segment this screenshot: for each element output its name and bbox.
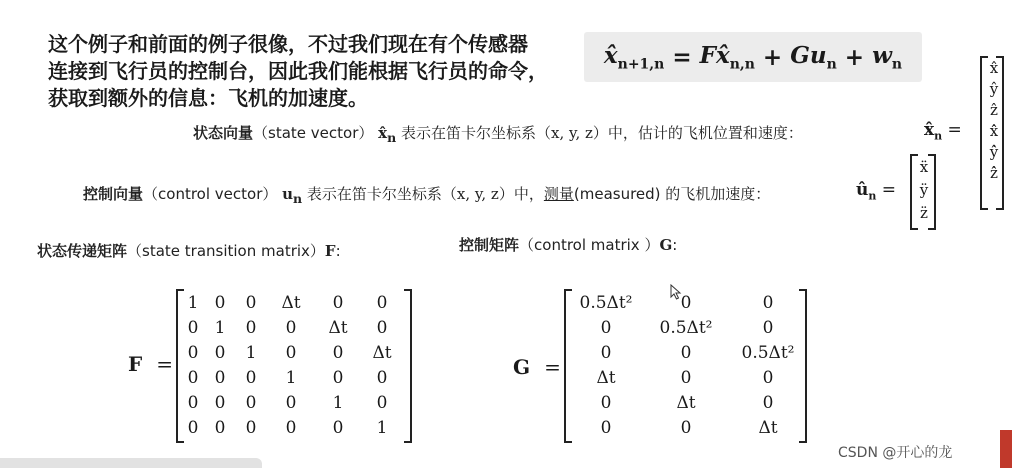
control-vector-desc-3: (measured) 的飞机加速度： xyxy=(573,185,771,203)
matrix-cell: 0 xyxy=(285,417,297,438)
matrix-row xyxy=(570,340,806,365)
matrix-cell: 0 xyxy=(762,317,774,338)
matrix-cell: 0 xyxy=(245,367,257,388)
state-vector-component: x̂ xyxy=(989,59,999,77)
matrix-cell: 0 xyxy=(245,292,257,313)
matrix-cell: 1 xyxy=(214,317,226,338)
matrix-row xyxy=(182,390,404,415)
eq-plus-1: + xyxy=(754,43,791,71)
intro-line-3: 获取到额外的信息：飞机的加速度。 xyxy=(48,86,368,110)
eq-term2: $Gu_n$ xyxy=(790,41,837,73)
matrix-cell: 1 xyxy=(376,417,388,438)
control-vector-component: ẍ xyxy=(919,158,929,176)
control-vector-coords: x, y, z xyxy=(456,185,499,203)
mouse-cursor-icon xyxy=(670,284,682,300)
measured-term: 测量 xyxy=(543,185,574,203)
state-vector-component: ẑ xyxy=(990,101,998,119)
state-update-equation xyxy=(584,32,922,82)
state-vector-component: x̂̇ xyxy=(989,122,999,140)
state-vector-desc-2: ）中，估计的飞机位置和速度： xyxy=(592,124,803,142)
matrix-cell: 0 xyxy=(332,367,344,388)
matrix-cell: 0 xyxy=(600,342,612,363)
matrix-row xyxy=(182,340,404,365)
g-matrix-right-bracket xyxy=(799,289,807,443)
matrix-cell: 0 xyxy=(285,392,297,413)
matrix-cell: 0 xyxy=(600,392,612,413)
state-transition-colon: : xyxy=(335,242,341,260)
state-transition-symbol: F xyxy=(324,242,336,260)
matrix-cell: 0.5Δt² xyxy=(579,292,633,313)
matrix-row xyxy=(570,290,806,315)
matrix-cell: 0 xyxy=(245,392,257,413)
matrix-cell: 0 xyxy=(214,367,226,388)
matrix-cell: 0 xyxy=(245,417,257,438)
control-matrix-heading xyxy=(459,234,677,255)
state-vector-line xyxy=(193,122,803,145)
state-transition-title: 状态传递矩阵 xyxy=(37,242,128,260)
matrix-cell: Δt xyxy=(676,392,696,413)
matrix-cell: 0 xyxy=(332,342,344,363)
matrix-cell: 0.5Δt² xyxy=(659,317,713,338)
state-vector-title: 状态向量 xyxy=(193,124,254,142)
control-matrix-paren: （control matrix ） xyxy=(519,236,660,254)
matrix-cell: 0 xyxy=(376,367,388,388)
state-vector-right-bracket xyxy=(996,56,1004,210)
g-matrix xyxy=(570,290,806,440)
state-vector-coords: x, y, z xyxy=(550,124,593,142)
matrix-cell: 0 xyxy=(600,317,612,338)
matrix-cell: 0 xyxy=(187,342,199,363)
matrix-cell: 0 xyxy=(600,417,612,438)
matrix-cell: 0 xyxy=(332,292,344,313)
edge-marker xyxy=(1000,430,1012,468)
state-transition-paren: （state transition matrix） xyxy=(127,242,325,260)
state-vector-paren: （state vector） xyxy=(253,124,374,142)
matrix-cell: 0 xyxy=(680,367,692,388)
matrix-cell: 1 xyxy=(285,367,297,388)
matrix-cell: 0 xyxy=(187,392,199,413)
intro-line-1: 这个例子和前面的例子很像，不过我们现在有个传感器 xyxy=(48,32,528,56)
f-matrix-right-bracket xyxy=(404,289,412,443)
control-vector-line xyxy=(83,183,770,206)
matrix-cell: 1 xyxy=(332,392,344,413)
matrix-cell: Δt xyxy=(372,342,392,363)
matrix-cell: 0 xyxy=(376,317,388,338)
matrix-cell: 0 xyxy=(285,342,297,363)
watermark: CSDN @开心的龙 xyxy=(838,445,953,461)
matrix-cell: 0 xyxy=(376,292,388,313)
horizontal-scrollbar[interactable] xyxy=(0,458,262,468)
state-transition-heading xyxy=(37,240,341,261)
control-vector-symbol: $u_n$ xyxy=(282,185,303,206)
matrix-row xyxy=(570,315,806,340)
control-vector-paren: （control vector） xyxy=(143,185,278,203)
f-matrix-label: F = xyxy=(128,352,173,376)
matrix-cell: Δt xyxy=(328,317,348,338)
matrix-cell: 0 xyxy=(332,417,344,438)
matrix-cell: 0 xyxy=(762,292,774,313)
control-vector-component: ÿ xyxy=(919,181,929,199)
matrix-row xyxy=(182,415,404,440)
state-vector-component: ŷ̇ xyxy=(989,143,999,161)
matrix-cell: 0 xyxy=(762,367,774,388)
matrix-cell: Δt xyxy=(758,417,778,438)
g-matrix-label: G = xyxy=(513,355,561,379)
state-vector-label: $x̂_n$ = xyxy=(924,120,962,143)
matrix-cell: 1 xyxy=(187,292,199,313)
matrix-row xyxy=(182,315,404,340)
matrix-row xyxy=(182,290,404,315)
eq-term1: $Fx̂_{n,n}$ xyxy=(699,41,755,73)
control-matrix-symbol: G xyxy=(659,236,673,254)
matrix-cell: 0 xyxy=(214,292,226,313)
control-matrix-colon: : xyxy=(672,236,678,254)
matrix-cell: 0 xyxy=(187,417,199,438)
control-matrix-title: 控制矩阵 xyxy=(459,236,520,254)
matrix-cell: 0 xyxy=(680,292,692,313)
eq-equals: = xyxy=(664,43,700,71)
state-vector-component: ẑ̇ xyxy=(990,164,998,182)
matrix-cell: 0 xyxy=(187,317,199,338)
matrix-cell: 0 xyxy=(376,392,388,413)
control-vector-desc-2: ）中， xyxy=(498,185,544,203)
control-vector-label: $û_n$ = xyxy=(856,180,897,203)
matrix-cell: 0 xyxy=(285,317,297,338)
state-vector-component: ŷ xyxy=(989,80,999,98)
control-vector-right-bracket xyxy=(928,154,936,230)
eq-lhs: $x̂_{n+1,n}$ xyxy=(603,41,665,73)
matrix-cell: 0 xyxy=(187,367,199,388)
f-matrix xyxy=(182,290,404,440)
matrix-cell: 0 xyxy=(762,392,774,413)
matrix-cell: 0.5Δt² xyxy=(741,342,795,363)
state-vector-symbol: $x̂_n$ xyxy=(378,124,397,145)
control-vector-desc-1: 表示在笛卡尔坐标系（ xyxy=(302,185,457,203)
intro-paragraph xyxy=(48,31,588,112)
matrix-cell: 1 xyxy=(245,342,257,363)
eq-plus-2: + xyxy=(836,43,873,71)
matrix-cell: 0 xyxy=(214,342,226,363)
matrix-cell: Δt xyxy=(281,292,301,313)
matrix-row xyxy=(182,365,404,390)
control-vector-title: 控制向量 xyxy=(83,185,144,203)
intro-line-2: 连接到飞行员的控制台，因此我们能根据飞行员的命令， xyxy=(48,59,548,83)
matrix-cell: 0 xyxy=(214,417,226,438)
eq-term3: $w_n$ xyxy=(872,41,903,73)
matrix-cell: Δt xyxy=(596,367,616,388)
matrix-row xyxy=(570,390,806,415)
matrix-cell: 0 xyxy=(245,317,257,338)
matrix-cell: 0 xyxy=(214,392,226,413)
matrix-cell: 0 xyxy=(680,342,692,363)
matrix-row xyxy=(570,365,806,390)
state-vector-desc-1: 表示在笛卡尔坐标系（ xyxy=(396,124,551,142)
matrix-row xyxy=(570,415,806,440)
matrix-cell: 0 xyxy=(680,417,692,438)
control-vector-component: z̈ xyxy=(920,204,928,222)
